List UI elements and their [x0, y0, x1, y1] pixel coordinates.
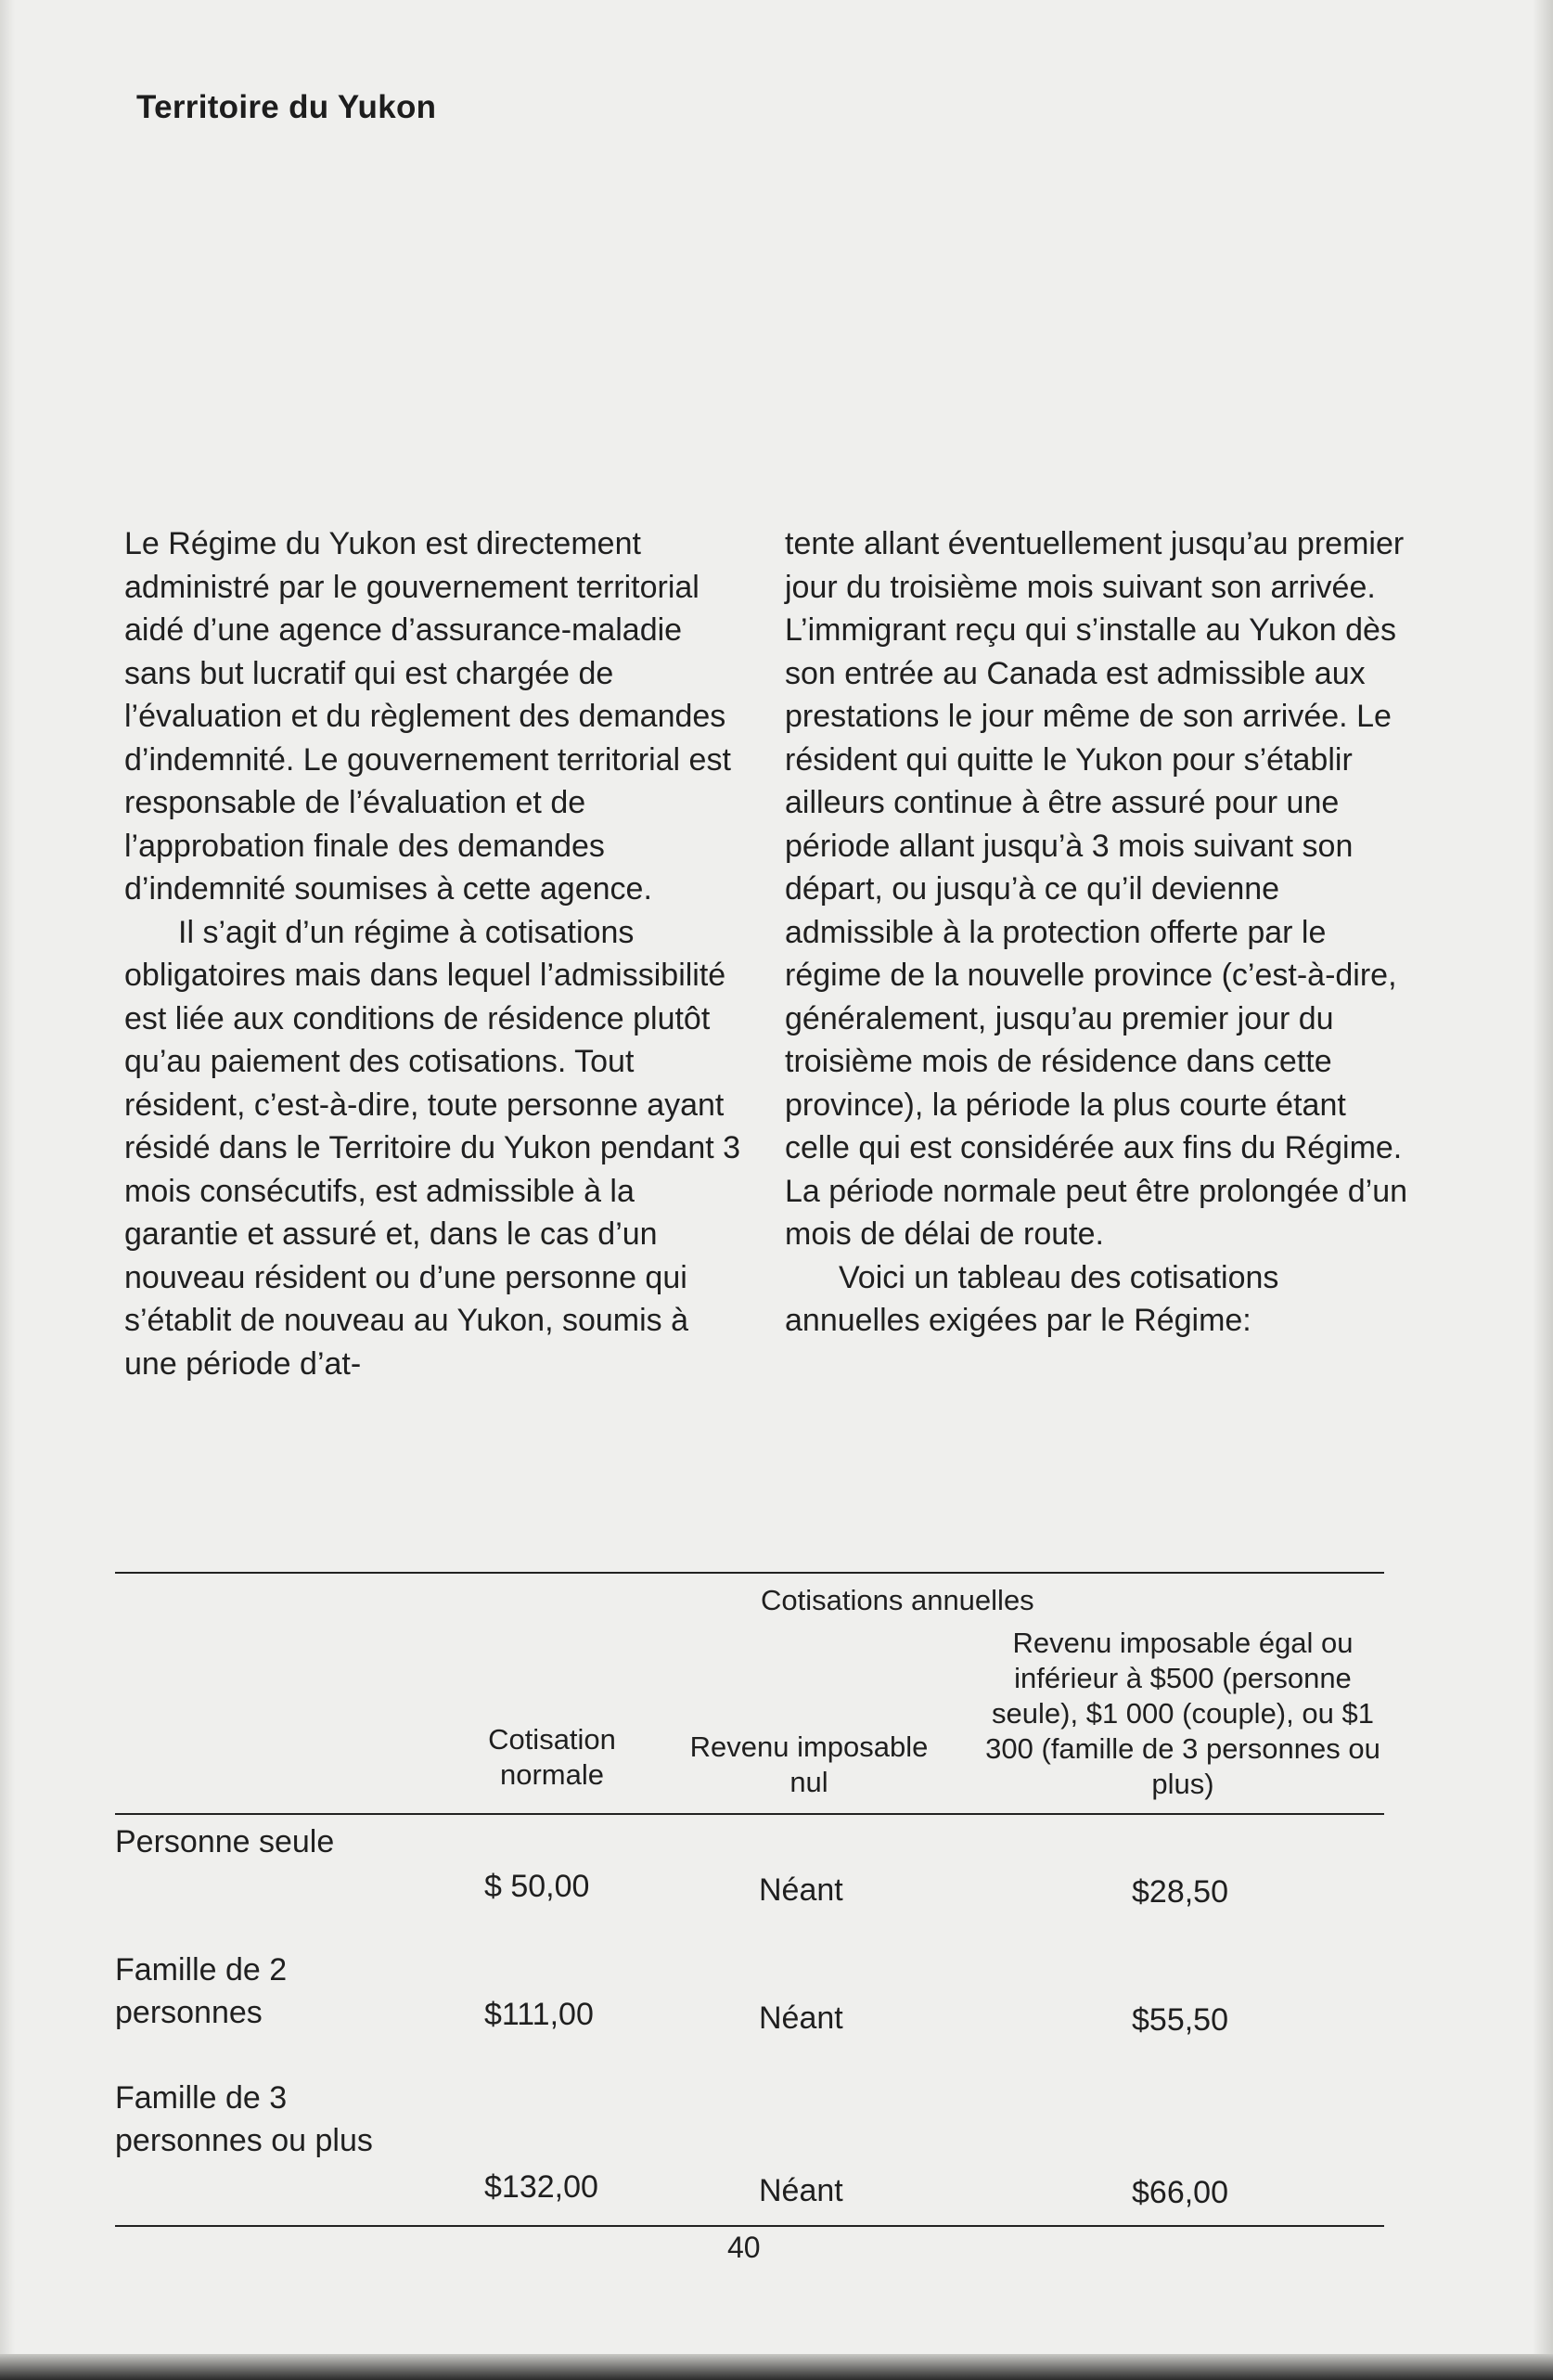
- cell-nul: Néant: [759, 2000, 843, 2036]
- paragraph: Il s’agit d’un régime à cotisations obligatoires mais dans lequel l’admissibilité est liée aux conditions de résidence plutôt qu’au paiement des cotisations. Tout résident, c’est-à-dire, toute personne ayant résidé dans le Territoire du Yukon pendant 3 mois consécutifs, est admissible à la garantie et assuré et, dans le cas d’un nouveau résident ou d’une personne qui s’établit de nouveau au Yukon, soumis à une période d’at-: [124, 914, 741, 1382]
- text-column-right: [785, 522, 1416, 1343]
- row-label: Famille de 3 personnes ou plus: [115, 2080, 373, 2158]
- page-number: 40: [727, 2231, 761, 2264]
- paragraph: Voici un tableau des cotisations annuelles exigées par le Régime:: [785, 1259, 1279, 1338]
- table-top-rule: [115, 1572, 1384, 1574]
- paragraph: tente allant éventuellement jusqu’au premier jour du troisième mois suivant son arrivée. L’immigrant reçu qui s’installe au Yukon dès son entrée au Canada est admissible aux prestations le jour même de son arrivée. Le résident qui quitte le Yukon pour s’établir ailleurs continue à être assuré pour une période allant jusqu’à 3 mois suivant son départ, ou jusqu’à ce qu’il devienne admissible à la protection offerte par le régime de la nouvelle province (c’est-à-dire, généralement, jusqu’au premier jour du troisième mois de résidence dans cette province), la période la plus courte étant celle qui est considérée aux fins du Régime. La période normale peut être prolongée d’un mois de délai de route.: [785, 526, 1408, 1252]
- cell-egal: $28,50: [1132, 1874, 1228, 1910]
- text-column-left: [124, 522, 746, 1385]
- cell-normale: $ 50,00: [484, 1869, 590, 1904]
- page-edge-shadow-right: [1533, 0, 1553, 2380]
- row-label: Famille de 2 personnes: [115, 1952, 288, 2030]
- row-label: Personne seule: [115, 1824, 335, 1859]
- running-title: Territoire du Yukon: [136, 89, 437, 125]
- table-header-rule: [115, 1813, 1384, 1815]
- paragraph: Le Régime du Yukon est directement administré par le gouvernement territorial aidé d’une agence d’assurance-maladie sans but lucratif qui est chargée de l’évaluation et du règlement des demandes d’indemnité. Le gouvernement territorial est responsable de l’évaluation et de l’approbation finale des demandes d’indemnité soumises à cette agence.: [124, 526, 731, 907]
- table-group-header: Cotisations annuelles: [761, 1584, 1034, 1616]
- column-header-nul: Revenu imposable nul: [689, 1730, 929, 1798]
- cell-egal: $55,50: [1132, 2002, 1228, 2038]
- cell-normale: $132,00: [484, 2169, 598, 2205]
- cell-normale: $111,00: [484, 1997, 594, 2032]
- cell-nul: Néant: [759, 1872, 843, 1908]
- column-header-normale: Cotisation normale: [488, 1723, 616, 1791]
- page-bottom-edge: [0, 2354, 1553, 2380]
- cell-egal: $66,00: [1132, 2175, 1228, 2210]
- table-bottom-rule: [115, 2225, 1384, 2227]
- page-edge-shadow-left: [0, 0, 15, 2380]
- cell-nul: Néant: [759, 2173, 843, 2208]
- column-header-egal: Revenu imposable égal ou inférieur à $500 (personne seule), $1 000 (couple), ou $1 300 (famille de 3 personnes ou plus): [985, 1627, 1380, 1800]
